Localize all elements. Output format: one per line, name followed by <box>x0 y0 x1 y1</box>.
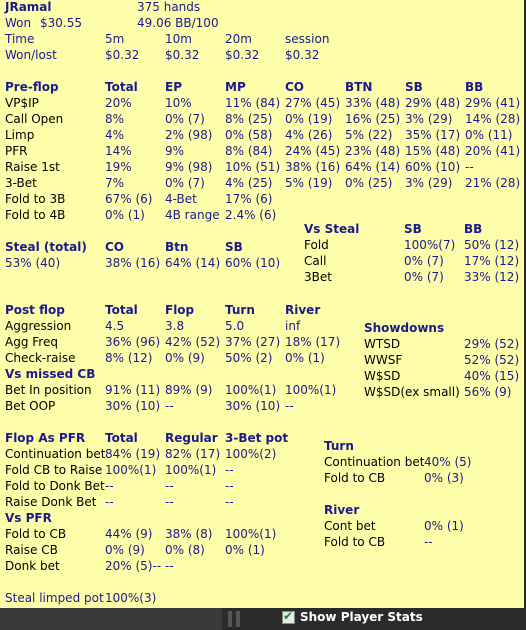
vs-steal-row-value: 17% (12) <box>464 254 520 268</box>
postflop-row-label: Agg Freq <box>5 335 58 349</box>
show-player-stats-label[interactable]: Show Player Stats <box>300 610 423 624</box>
vs-pfr-row-label: Fold to CB <box>5 527 67 541</box>
time-label: Time <box>5 32 35 46</box>
flop-pfr-row-label: Continuation bet <box>5 447 106 461</box>
vs-steal-row-value: 50% (12) <box>464 238 520 252</box>
postflop-header-flop: Flop <box>165 303 195 317</box>
vs-missed-cb-row-value: -- <box>285 399 294 413</box>
vs-pfr-row-label: Donk bet <box>5 559 60 573</box>
turn-row-value: 40% (5) <box>424 455 472 469</box>
vs-pfr-row-value: 0% (9) <box>105 543 145 557</box>
vs-pfr-title: Vs PFR <box>5 511 52 525</box>
showdowns-row-label: W$SD(ex small) <box>364 385 460 399</box>
checkmark-icon: ✔ <box>283 609 294 623</box>
preflop-row-value: 20% (41) <box>465 144 521 158</box>
river-title: River <box>324 503 360 517</box>
preflop-row-value: 9% (98) <box>165 160 213 174</box>
postflop-row-value: 50% (2) <box>225 351 273 365</box>
preflop-row-value: 0% (11) <box>465 128 513 142</box>
postflop-header-turn: Turn <box>225 303 255 317</box>
preflop-row-label: Fold to 4B <box>5 208 66 222</box>
postflop-row-label: Check-raise <box>5 351 76 365</box>
preflop-row-value: 38% (16) <box>285 160 341 174</box>
preflop-header-sb: SB <box>405 80 423 94</box>
preflop-row-value: 5% (22) <box>345 128 393 142</box>
vs-steal-row-label: 3Bet <box>304 270 332 284</box>
vs-missed-cb-row-value: 91% (11) <box>105 383 161 397</box>
flop-pfr-row-value: 100%(2) <box>225 447 277 461</box>
turn-row-value: 0% (3) <box>424 471 464 485</box>
steal-btn-value: 64% (14) <box>165 256 221 270</box>
flop-pfr-title: Flop As PFR <box>5 431 86 445</box>
preflop-row-value: 4% <box>105 128 125 142</box>
won-label: Won <box>5 16 32 30</box>
toolbar-grip-handle[interactable] <box>228 611 232 627</box>
preflop-row-value: 67% (6) <box>105 192 153 206</box>
won-amount: $30.55 <box>40 16 82 30</box>
postflop-row-label: Aggression <box>5 319 72 333</box>
postflop-title: Post flop <box>5 303 65 317</box>
postflop-header-river: River <box>285 303 321 317</box>
wonlost-10m: $0.32 <box>165 48 200 62</box>
time-col-10m: 10m <box>165 32 192 46</box>
vs-missed-cb-row-label: Bet In position <box>5 383 92 397</box>
preflop-row-value: 7% <box>105 176 125 190</box>
preflop-row-value: 60% (10) <box>405 160 461 174</box>
preflop-row-value: 0% (58) <box>225 128 273 142</box>
preflop-row-value: 4% (25) <box>225 176 273 190</box>
preflop-row-value: 27% (45) <box>285 96 341 110</box>
showdowns-row-label: W$SD <box>364 369 401 383</box>
steal-total-value: 53% (40) <box>5 256 61 270</box>
preflop-row-value: 20% <box>105 96 132 110</box>
preflop-row-value: 0% (19) <box>285 112 333 126</box>
flop-pfr-row-value: -- <box>165 479 174 493</box>
preflop-header-mp: MP <box>225 80 246 94</box>
steal-header-btn: Btn <box>165 240 189 254</box>
preflop-row-value: 29% (41) <box>465 96 521 110</box>
steal-limped-value: 100%(3) <box>105 591 157 605</box>
vs-steal-row-value: 0% (7) <box>404 270 444 284</box>
preflop-row-value: 10% <box>165 96 192 110</box>
showdowns-row-label: WTSD <box>364 337 401 351</box>
preflop-row-value: 14% <box>105 144 132 158</box>
preflop-row-label: Fold to 3B <box>5 192 66 206</box>
time-col-session: session <box>285 32 330 46</box>
preflop-row-value: 29% (48) <box>405 96 461 110</box>
preflop-row-value: 11% (84) <box>225 96 281 110</box>
preflop-row-value: 9% <box>165 144 185 158</box>
flop-pfr-row-value: 82% (17) <box>165 447 221 461</box>
preflop-row-value: 0% (7) <box>165 112 205 126</box>
preflop-row-label: Limp <box>5 128 35 142</box>
preflop-row-label: Call Open <box>5 112 64 126</box>
wonlost-20m: $0.32 <box>225 48 260 62</box>
vs-missed-cb-row-value: 100%(1) <box>225 383 277 397</box>
vs-steal-row-label: Call <box>304 254 327 268</box>
vs-pfr-row-value: 0% (8) <box>165 543 205 557</box>
preflop-row-value: 5% (19) <box>285 176 333 190</box>
preflop-row-value: 35% (17) <box>405 128 461 142</box>
steal-co-value: 38% (16) <box>105 256 161 270</box>
time-col-5m: 5m <box>105 32 125 46</box>
postflop-row-value: 42% (52) <box>165 335 221 349</box>
preflop-header-ep: EP <box>165 80 182 94</box>
preflop-header-btn: BTN <box>345 80 373 94</box>
preflop-row-value: 15% (48) <box>405 144 461 158</box>
preflop-row-value: 2% (98) <box>165 128 213 142</box>
vs-steal-row-value: 100%(7) <box>404 238 456 252</box>
flop-pfr-row-value: 100%(1) <box>165 463 217 477</box>
preflop-row-value: 24% (45) <box>285 144 341 158</box>
showdowns-row-value: 52% (52) <box>464 353 520 367</box>
preflop-row-value: 33% (48) <box>345 96 401 110</box>
vs-pfr-row-value: 100%(1) <box>225 527 277 541</box>
vs-steal-row-value: 33% (12) <box>464 270 520 284</box>
vs-pfr-row-value: 0% (1) <box>225 543 265 557</box>
postflop-row-value: 36% (96) <box>105 335 161 349</box>
vs-missed-cb-row-label: Bet OOP <box>5 399 56 413</box>
turn-row-label: Continuation bet <box>324 455 425 469</box>
vs-missed-cb-row-value: 100%(1) <box>285 383 337 397</box>
preflop-row-label: VP$IP <box>5 96 39 110</box>
vs-pfr-row-value: 20% (5)-- <box>105 559 162 573</box>
preflop-header-bb: BB <box>465 80 484 94</box>
vs-missed-cb-row-value: 89% (9) <box>165 383 213 397</box>
preflop-row-value: 19% <box>105 160 132 174</box>
steal-header-sb: SB <box>225 240 243 254</box>
preflop-row-label: 3-Bet <box>5 176 37 190</box>
flop-pfr-row-label: Fold CB to Raise <box>5 463 103 477</box>
time-col-20m: 20m <box>225 32 252 46</box>
postflop-row-value: 0% (9) <box>165 351 205 365</box>
vs-steal-row-value: 0% (7) <box>404 254 444 268</box>
preflop-header-co: CO <box>285 80 305 94</box>
postflop-row-value: 18% (17) <box>285 335 341 349</box>
flop-pfr-row-value: 84% (19) <box>105 447 161 461</box>
vs-steal-title: Vs Steal <box>304 222 360 236</box>
preflop-row-value: 14% (28) <box>465 112 521 126</box>
bottom-toolbar <box>0 608 526 630</box>
showdowns-row-value: 29% (52) <box>464 337 520 351</box>
river-row-label: Fold to CB <box>324 535 386 549</box>
preflop-title: Pre-flop <box>5 80 59 94</box>
flop-pfr-header-3bet: 3-Bet pot <box>225 431 289 445</box>
steal-title: Steal (total) <box>5 240 87 254</box>
flop-pfr-row-value: -- <box>225 479 234 493</box>
flop-pfr-row-label: Raise Donk Bet <box>5 495 97 509</box>
wonlost-label: Won/lost <box>5 48 57 62</box>
flop-pfr-row-value: -- <box>105 479 114 493</box>
preflop-row-label: Raise 1st <box>5 160 60 174</box>
preflop-row-value: 16% (25) <box>345 112 401 126</box>
preflop-row-value: 21% (28) <box>465 176 521 190</box>
preflop-row-value: 3% (29) <box>405 176 453 190</box>
vs-steal-row-label: Fold <box>304 238 329 252</box>
preflop-row-value: 3% (29) <box>405 112 453 126</box>
flop-pfr-row-value: -- <box>165 495 174 509</box>
flop-pfr-row-value: -- <box>225 463 234 477</box>
vs-missed-cb-row-value: 30% (10) <box>105 399 161 413</box>
preflop-row-value: 0% (7) <box>165 176 205 190</box>
flop-pfr-row-value: 100%(1) <box>105 463 157 477</box>
preflop-row-value: 8% <box>105 112 125 126</box>
turn-title: Turn <box>324 439 354 453</box>
vs-pfr-row-value: 38% (8) <box>165 527 213 541</box>
preflop-row-value: 64% (14) <box>345 160 401 174</box>
hands-count: 375 hands <box>137 0 201 14</box>
vs-missed-cb-title: Vs missed CB <box>5 367 96 381</box>
preflop-row-value: 8% (84) <box>225 144 273 158</box>
flop-pfr-row-value: -- <box>225 495 234 509</box>
wonlost-5m: $0.32 <box>105 48 140 62</box>
showdowns-row-value: 56% (9) <box>464 385 512 399</box>
postflop-row-value: 4.5 <box>105 319 125 333</box>
preflop-row-value: 10% (51) <box>225 160 281 174</box>
vs-pfr-row-value: 44% (9) <box>105 527 153 541</box>
postflop-row-value: 3.8 <box>165 319 185 333</box>
preflop-row-value: 8% (25) <box>225 112 273 126</box>
postflop-header-total: Total <box>105 303 138 317</box>
vs-missed-cb-row-value: -- <box>165 399 174 413</box>
showdowns-row-value: 40% (15) <box>464 369 520 383</box>
toolbar-grip-handle[interactable] <box>236 611 240 627</box>
postflop-row-value: 8% (12) <box>105 351 153 365</box>
preflop-row-value: 4B range <box>165 208 220 222</box>
preflop-row-value: 17% (6) <box>225 192 273 206</box>
wonlost-session: $0.32 <box>285 48 320 62</box>
vs-missed-cb-row-value: 30% (10) <box>225 399 281 413</box>
steal-limped-label: Steal limped pot <box>5 591 104 605</box>
showdowns-row-label: WWSF <box>364 353 403 367</box>
preflop-row-value: 23% (48) <box>345 144 401 158</box>
preflop-row-value: 0% (25) <box>345 176 393 190</box>
vs-pfr-row-value: -- <box>165 559 174 573</box>
postflop-row-value: inf <box>285 319 301 333</box>
bb-per-100: 49.06 BB/100 <box>137 16 219 30</box>
river-row-label: Cont bet <box>324 519 376 533</box>
show-player-stats-checkbox[interactable] <box>282 611 295 624</box>
flop-pfr-row-value: -- <box>105 495 114 509</box>
steal-header-co: CO <box>105 240 125 254</box>
vs-steal-header-sb: SB <box>404 222 422 236</box>
preflop-header-total: Total <box>105 80 138 94</box>
showdowns-title: Showdowns <box>364 321 445 335</box>
postflop-row-value: 37% (27) <box>225 335 281 349</box>
preflop-row-value: 0% (1) <box>105 208 145 222</box>
preflop-row-value: 2.4% (6) <box>225 208 277 222</box>
flop-pfr-row-label: Fold to Donk Bet <box>5 479 105 493</box>
postflop-row-value: 5.0 <box>225 319 245 333</box>
steal-sb-value: 60% (10) <box>225 256 281 270</box>
vs-pfr-row-label: Raise CB <box>5 543 58 557</box>
postflop-row-value: 0% (1) <box>285 351 325 365</box>
flop-pfr-header-regular: Regular <box>165 431 218 445</box>
turn-row-label: Fold to CB <box>324 471 386 485</box>
preflop-row-label: PFR <box>5 144 28 158</box>
flop-pfr-header-total: Total <box>105 431 138 445</box>
toolbar-left-area <box>0 608 222 630</box>
river-row-value: 0% (1) <box>424 519 464 533</box>
vs-steal-header-bb: BB <box>464 222 483 236</box>
river-row-value: -- <box>424 535 433 549</box>
preflop-row-value: -- <box>465 160 474 174</box>
preflop-row-value: 4-Bet <box>165 192 197 206</box>
player-name: JRamal <box>5 0 52 14</box>
preflop-row-value: 4% (26) <box>285 128 333 142</box>
